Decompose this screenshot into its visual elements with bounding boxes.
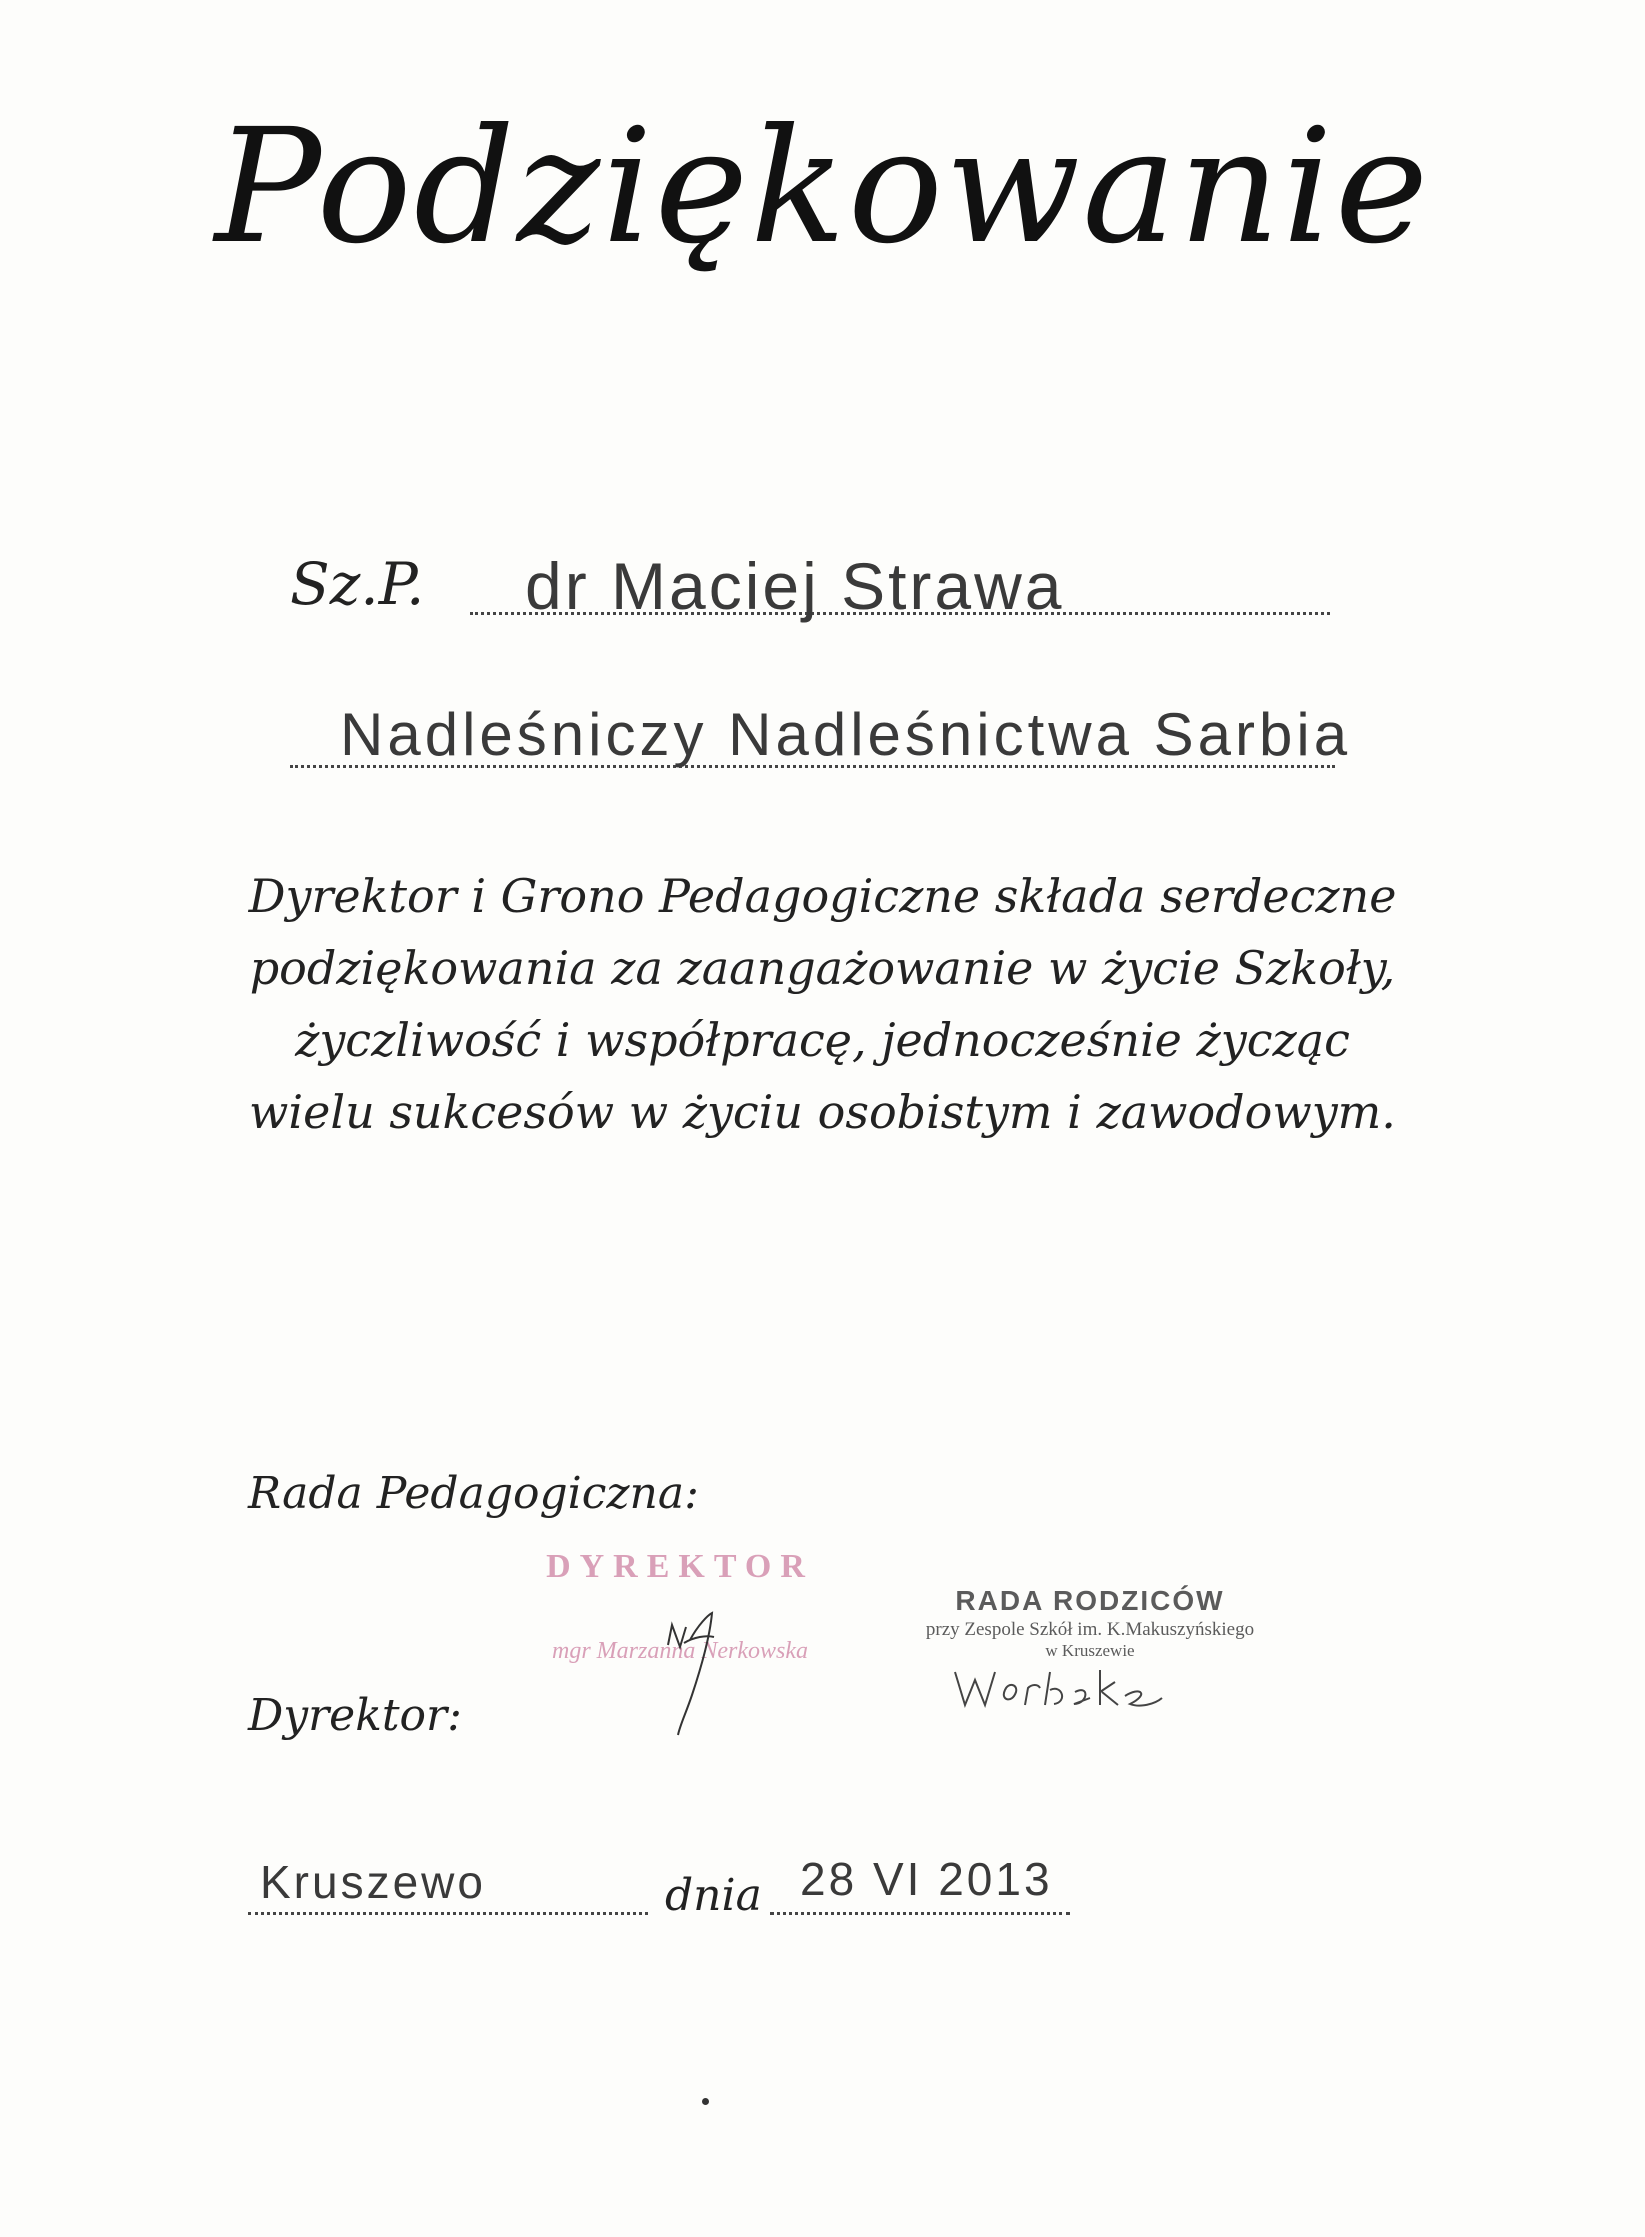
director-label: Dyrektor:	[248, 1690, 462, 1741]
body-line: podziękowania za zaangażowanie w życie Szkoły,	[249, 941, 1396, 995]
body-line: życzliwość i współpracę, jednocześnie życząc	[295, 1013, 1350, 1067]
parents-stamp-title: RADA RODZICÓW	[955, 1585, 1225, 1616]
recipient-prefix: Sz.P.	[290, 550, 425, 618]
parents-council-stamp	[900, 1585, 1280, 1661]
body-line: wielu sukcesów w życiu osobistym i zawodowym.	[249, 1085, 1396, 1139]
page-dot	[702, 2098, 709, 2105]
date-value: 28 VI 2013	[800, 1853, 1053, 1905]
date-dotted-line	[770, 1912, 1070, 1915]
place-dotted-line	[248, 1912, 648, 1915]
director-stamp-name: mgr Marzanna Nerkowska	[552, 1638, 808, 1664]
council-label: Rada Pedagogiczna:	[248, 1468, 699, 1519]
place-name: Kruszewo	[260, 1856, 486, 1908]
page-title: Podziękowanie	[214, 95, 1431, 279]
parents-stamp-line3: w Kruszewie	[1045, 1641, 1135, 1660]
recipient-name: dr Maciej Strawa	[525, 549, 1065, 623]
body-line: Dyrektor i Grono Pedagogiczne składa serdeczne	[248, 869, 1397, 923]
director-signature	[650, 1585, 750, 1745]
recipient-position: Nadleśniczy Nadleśnictwa Sarbia	[340, 701, 1352, 768]
parents-council-signature	[950, 1660, 1190, 1720]
date-word: dnia	[665, 1870, 762, 1921]
thanks-body	[180, 860, 1465, 1148]
parents-stamp-line2: przy Zespole Szkół im. K.Makuszyńskiego	[925, 1619, 1255, 1640]
director-stamp-title: DYREKTOR	[546, 1548, 814, 1585]
